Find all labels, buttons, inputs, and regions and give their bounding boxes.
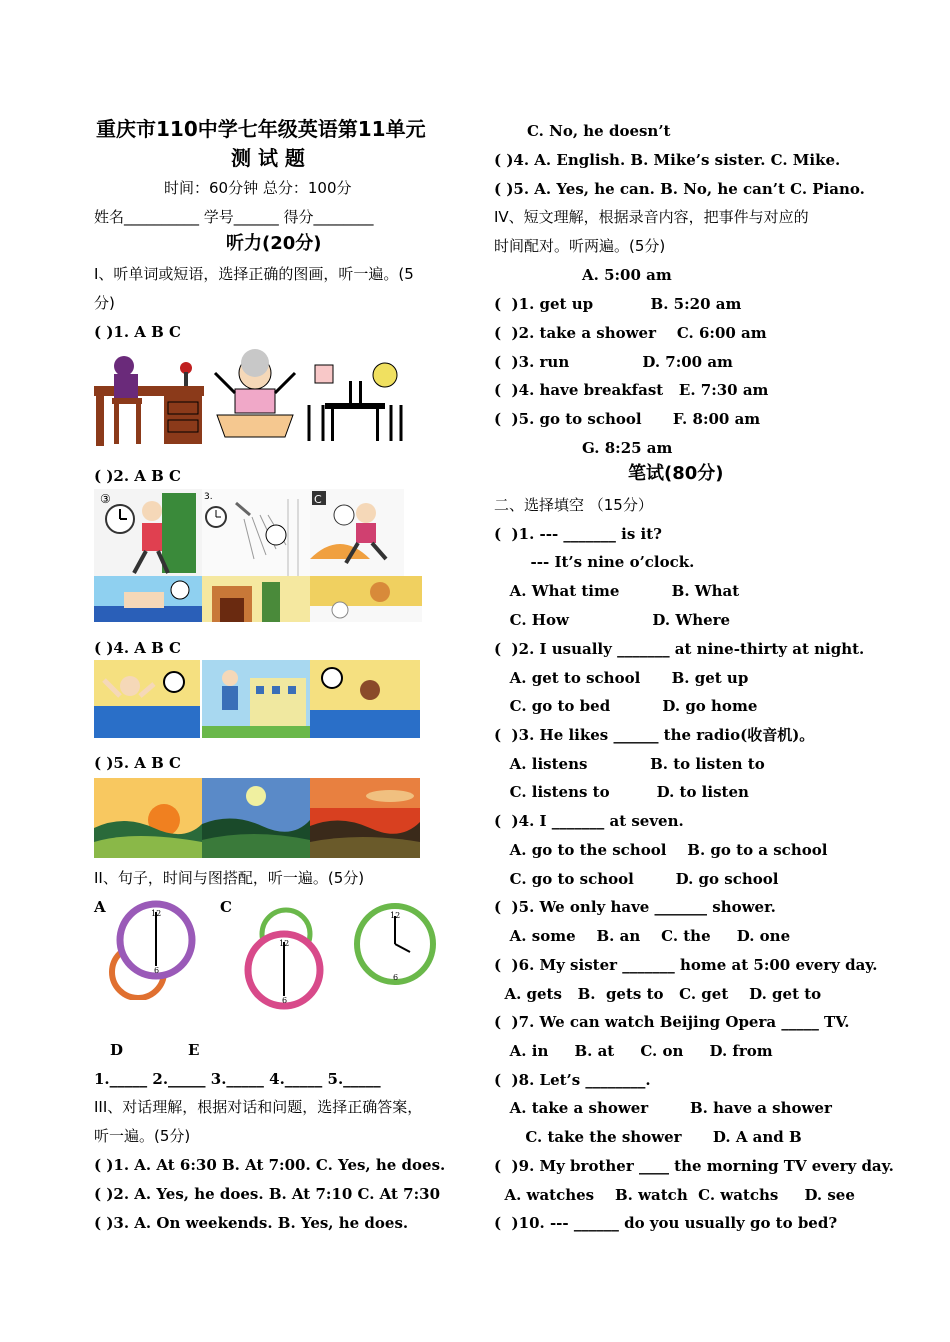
name-line: 姓名__________ 学号______ 得分________ [94,208,374,226]
boy-leaving-clock-image [94,489,202,581]
clock-green-image [350,900,440,988]
svg-text:6: 6 [282,996,288,1005]
part3-question-3-option-c: C. No, he doesn’t [527,122,671,140]
written-line: ( )10. --- ______ do you usually go to bed? [494,1214,838,1232]
written-line: ( )8. Let’s ________. [494,1071,651,1089]
man-sleeping-image [310,660,420,738]
written-line: ( )3. He likes ______ the radio(收音机)。 [494,726,815,744]
part1-heading-line1: I、听单词或短语，选择正确的图画，听一遍。(5 [94,265,414,283]
part4-heading-line2: 时间配对。听两遍。(5分) [494,237,666,255]
girl-breakfast-image [310,576,422,622]
written-line: ( )1. --- _______ is it? [494,525,662,543]
written-line: A. take a shower B. have a shower [494,1099,832,1117]
part3-question-1: ( )1. A. At 6:30 B. At 7:00. C. Yes, he does. [94,1156,446,1174]
svg-text:6: 6 [154,966,160,975]
svg-text:12: 12 [279,939,290,948]
boy-going-school-image [202,660,310,738]
svg-text:12: 12 [151,909,162,918]
part4-question-2: ( )2. take a shower C. 6:00 am [494,324,767,342]
written-line: A. What time B. What [494,582,740,600]
part1-question-5: ( )5. A B C [94,754,181,772]
part1-question-2: ( )2. A B C [94,467,181,485]
clock-group-a-image [98,896,198,1000]
written-line: A. listens B. to listen to [494,755,765,773]
written-line: ( )9. My brother ____ the morning TV every day. [494,1157,894,1175]
part4-question-4: ( )4. have breakfast E. 7:30 am [494,381,769,399]
girl-running-sunrise-image [310,489,404,581]
written-line: A. in B. at C. on D. from [494,1042,773,1060]
sunset-hills-image [310,778,420,858]
written-line: A. go to the school B. go to a school [494,841,828,859]
man-waking-bed-image [94,660,200,738]
title-line-1: 重庆市110中学七年级英语第11单元 [96,117,426,141]
written-line: ( )6. My sister _______ home at 5:00 every day. [494,956,878,974]
sunrise-hills-image [94,778,202,858]
woman-waking-image [205,345,305,445]
written-line: --- It’s nine o’clock. [494,553,695,571]
written-line: ( )2. I usually _______ at nine-thirty at night. [494,640,865,658]
part2-heading: II、句子，时间与图搭配，听一遍。(5分) [94,869,365,887]
part3-question-4: ( )4. A. English. B. Mike’s sister. C. Mike. [494,151,841,169]
fireplace-room-image [202,576,310,622]
midday-hills-image [202,778,310,858]
part1-question-4: ( )4. A B C [94,639,181,657]
written-line: ( )4. I _______ at seven. [494,812,684,830]
written-line: A. get to school B. get up [494,669,749,687]
written-line: A. gets B. gets to C. get D. get to [494,985,822,1003]
written-line: C. How D. Where [494,611,731,629]
title-line-2: 测 试 题 [231,146,305,170]
svg-text:6: 6 [393,973,399,982]
svg-text:③: ③ [100,492,111,506]
part2-label-c: C [220,898,232,916]
desk-study-image [94,350,204,446]
part4-question-5: ( )5. go to school F. 8:00 am [494,410,761,428]
part4-heading-line1: IV、短文理解，根据录音内容，把事件与对应的 [494,208,809,226]
part4-question-1: ( )1. get up B. 5:20 am [494,295,742,313]
written-line: C. go to bed D. go home [494,697,758,715]
part3-heading-line1: III、对话理解，根据对话和问题，选择正确答案， [94,1098,423,1116]
svg-text:12: 12 [390,911,401,920]
svg-text:3.: 3. [204,492,213,502]
part2-label-e: E [188,1041,200,1059]
written-line: A. watches B. watch C. watchs D. see [494,1186,855,1204]
part1-question-1: ( )1. A B C [94,323,181,341]
part3-question-3: ( )3. A. On weekends. B. Yes, he does. [94,1214,409,1232]
part4-option-a: A. 5:00 am [582,266,672,284]
part2-label-a: A [94,898,106,916]
written-line: ( )7. We can watch Beijing Opera _____ TV. [494,1013,850,1031]
part3-question-5: ( )5. A. Yes, he can. B. No, he can’t C. Piano. [494,180,865,198]
part4-option-g: G. 8:25 am [582,439,673,457]
shower-clock-image [202,489,310,581]
dinner-table-image [305,345,405,445]
written-line: C. listens to D. to listen [494,783,749,801]
part2-label-d: D [110,1041,124,1059]
part3-question-2: ( )2. A. Yes, he does. B. At 7:10 C. At 7:30 [94,1185,441,1203]
written-line: A. some B. an C. the D. one [494,927,791,945]
time-score-line: 时间：60分钟 总分：100分 [164,179,352,197]
written-part1-heading: 二、选择填空 （15分） [494,496,653,514]
part3-heading-line2: 听一遍。(5分) [94,1127,191,1145]
boy-bed-image [94,576,202,622]
listening-heading: 听力(20分) [226,233,322,254]
part4-question-3: ( )3. run D. 7:00 am [494,353,733,371]
part2-answer-line: 1._____ 2._____ 3._____ 4._____ 5._____ [94,1070,381,1088]
svg-text:C: C [314,493,322,506]
written-line: ( )5. We only have _______ shower. [494,898,776,916]
written-line: C. take the shower D. A and B [494,1128,802,1146]
part1-heading-line2: 分) [94,294,115,312]
written-heading: 笔试(80分) [628,463,724,484]
clock-group-c-image [236,906,332,1010]
written-line: C. go to school D. go school [494,870,779,888]
